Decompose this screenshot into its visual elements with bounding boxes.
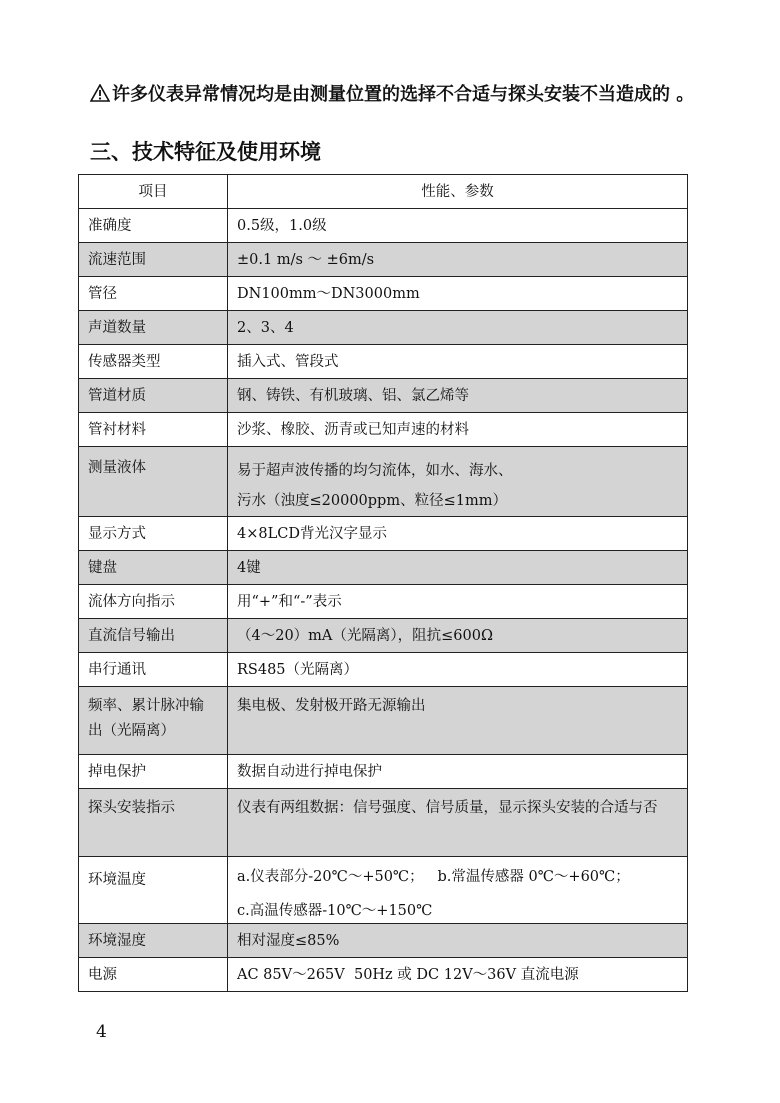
warning-triangle-icon bbox=[90, 82, 110, 100]
table-row bbox=[79, 447, 688, 517]
row-item: 掉电保护 bbox=[79, 755, 228, 789]
row-value-line-2: c.高温传感器-10℃～+150℃ bbox=[237, 903, 433, 919]
row-value: （4～20）mA（光隔离），阻抗≤600Ω bbox=[228, 619, 688, 653]
row-item: 传感器类型 bbox=[79, 345, 228, 379]
table-row bbox=[79, 687, 688, 755]
row-item: 流体方向指示 bbox=[79, 585, 228, 619]
table-row bbox=[79, 345, 688, 379]
row-item: 声道数量 bbox=[79, 311, 228, 345]
table-row bbox=[79, 277, 688, 311]
row-item: 频率、累计脉冲输出（光隔离） bbox=[79, 687, 228, 755]
table-row bbox=[79, 379, 688, 413]
table-header-row bbox=[79, 175, 688, 209]
section-title: 三、技术特征及使用环境 bbox=[90, 140, 321, 164]
table-row bbox=[79, 755, 688, 789]
row-value: DN100mm～DN3000mm bbox=[228, 277, 688, 311]
row-item: 管径 bbox=[79, 277, 228, 311]
row-value: 插入式、管段式 bbox=[228, 345, 688, 379]
warning-note bbox=[90, 80, 710, 110]
row-item: 电源 bbox=[79, 958, 228, 992]
table-row bbox=[79, 413, 688, 447]
row-item: 显示方式 bbox=[79, 517, 228, 551]
row-value bbox=[228, 447, 688, 517]
table-row bbox=[79, 209, 688, 243]
header-value: 性能、参数 bbox=[228, 175, 688, 209]
row-value: AC 85V～265V 50Hz 或 DC 12V～36V 直流电源 bbox=[228, 958, 688, 992]
row-value: 钢、铸铁、有机玻璃、铝、氯乙烯等 bbox=[228, 379, 688, 413]
table-row bbox=[79, 789, 688, 857]
row-value: 用“+”和“-”表示 bbox=[228, 585, 688, 619]
table-row bbox=[79, 585, 688, 619]
row-value: 集电极、发射极开路无源输出 bbox=[228, 687, 688, 755]
row-value: 4键 bbox=[228, 551, 688, 585]
row-value-line-1: a.仪表部分-20℃～+50℃； b.常温传感器 0℃～+60℃； bbox=[237, 869, 630, 885]
row-item: 环境湿度 bbox=[79, 924, 228, 958]
row-value-line-2: 污水（浊度≤20000ppm、粒径≤1mm） bbox=[237, 493, 507, 509]
page-number: 4 bbox=[96, 1022, 107, 1042]
table-row bbox=[79, 551, 688, 585]
table-row bbox=[79, 958, 688, 992]
table-row bbox=[79, 653, 688, 687]
row-value: ±0.1 m/s ～ ±6m/s bbox=[228, 243, 688, 277]
row-item: 键盘 bbox=[79, 551, 228, 585]
row-value: 仪表有两组数据：信号强度、信号质量，显示探头安装的合适与否 bbox=[228, 789, 688, 857]
row-value: 相对湿度≤85% bbox=[228, 924, 688, 958]
row-item: 探头安装指示 bbox=[79, 789, 228, 857]
table-row bbox=[79, 857, 688, 924]
table-row bbox=[79, 311, 688, 345]
row-value: 2、3、4 bbox=[228, 311, 688, 345]
row-item: 管道材质 bbox=[79, 379, 228, 413]
row-value: 数据自动进行掉电保护 bbox=[228, 755, 688, 789]
row-item: 准确度 bbox=[79, 209, 228, 243]
header-item: 项目 bbox=[79, 175, 228, 209]
spec-table bbox=[78, 174, 688, 992]
row-value: RS485（光隔离） bbox=[228, 653, 688, 687]
row-value: 0.5级，1.0级 bbox=[228, 209, 688, 243]
row-item: 流速范围 bbox=[79, 243, 228, 277]
row-value: 沙浆、橡胶、沥青或已知声速的材料 bbox=[228, 413, 688, 447]
table-row bbox=[79, 517, 688, 551]
row-item: 直流信号输出 bbox=[79, 619, 228, 653]
table-row bbox=[79, 619, 688, 653]
row-item: 管衬材料 bbox=[79, 413, 228, 447]
row-value: 4×8LCD背光汉字显示 bbox=[228, 517, 688, 551]
row-item: 测量液体 bbox=[79, 447, 228, 517]
row-item: 串行通讯 bbox=[79, 653, 228, 687]
row-value-line-1: 易于超声波传播的均匀流体，如水、海水、 bbox=[237, 463, 513, 479]
row-item: 环境温度 bbox=[79, 857, 228, 924]
table-row bbox=[79, 924, 688, 958]
warning-text: 许多仪表异常情况均是由测量位置的选择不合适与探头安装不当造成的 。 bbox=[112, 84, 695, 105]
row-value bbox=[228, 857, 688, 924]
table-row bbox=[79, 243, 688, 277]
